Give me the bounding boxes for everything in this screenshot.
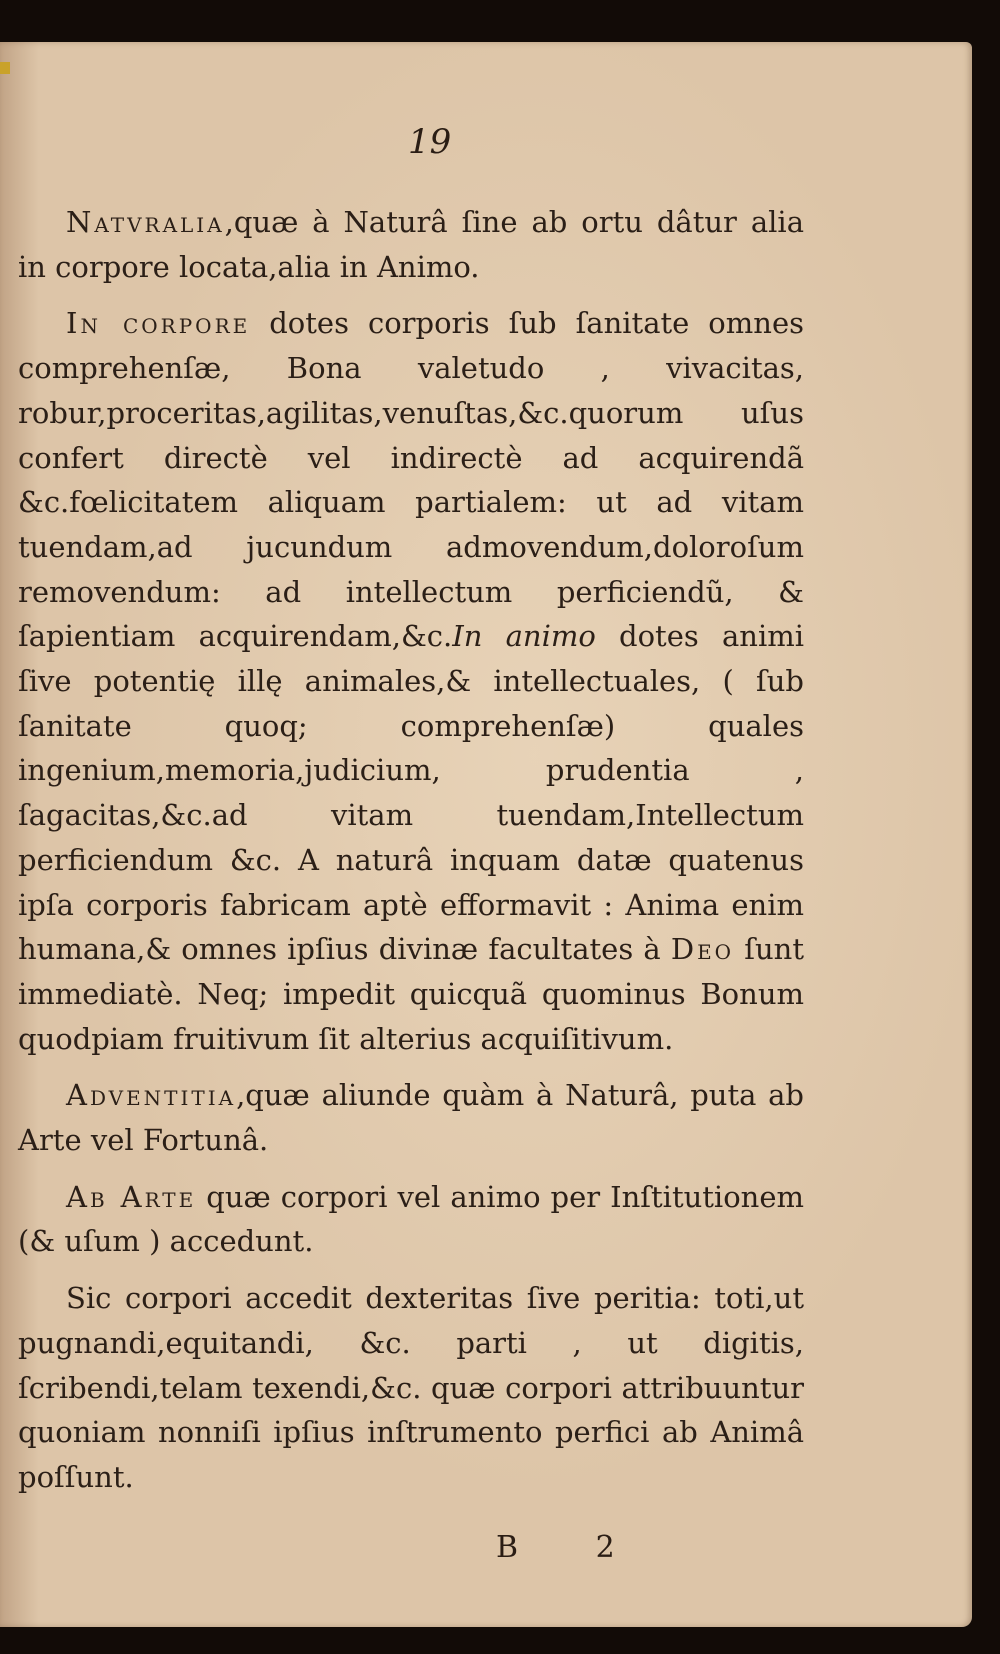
italic-phrase: In animo (452, 619, 596, 654)
signature-mark: B 2 (496, 1530, 649, 1565)
paragraph-text-continued: dotes animi ſive potentię illę animales,& intellectuales, ( ſub ſanitate quoq; comprehenſæ) quales ingenium,memoria,judicium, prudentia , ſagacitas,&c.ad vitam tuendam,Intellectum perficiendum &c. A naturâ inquam datæ quatenus ipſa corporis fabricam aptè efformavit : Anima enim humana,& omnes ipſius divinæ facultates à (18, 619, 804, 967)
paragraph-text: Sic corpori accedit dexteritas ſive peritia: toti,ut pugnandi,equitandi, &c. parti , ut digitis, ſcribendi,telam texendi,&c. quæ corpori attribuuntur quoniam nonniſi ipſius inſtrumento perfici ab Animâ poſſunt. (18, 1281, 804, 1494)
lead-word: Natvralia (66, 205, 225, 239)
paragraph-adventitia (18, 1073, 804, 1162)
book-page (0, 42, 972, 1627)
lead-word: Ab Arte (66, 1179, 197, 1214)
paragraph-text: quæ corpori vel animo per Inſtitutionem (& uſum ) accedunt. (18, 1179, 805, 1259)
paragraph-naturalia (18, 200, 804, 289)
paragraph-text: ,quæ à Naturâ ſine ab ortu dâtur alia in corpore locata,alia in Animo. (18, 205, 804, 284)
deo-word: Deo (670, 932, 735, 967)
paragraph-sic-corpori (18, 1276, 804, 1500)
gutter-mark (0, 62, 10, 74)
paragraph-ab-arte (18, 1175, 804, 1264)
paragraph-in-corpore (18, 301, 804, 1061)
paragraph-text: ,quæ aliunde quàm à Naturâ, puta ab Arte vel Fortunâ. (18, 1078, 804, 1158)
body-text (18, 200, 804, 1512)
lead-word: Adventitia (66, 1078, 237, 1113)
paragraph-text: dotes corporis ſub ſanitate omnes comprehenſæ, Bona valetudo , vivacitas, robur,proceritas,agilitas,venuſtas,&c.quorum uſus confert directè vel indirectè ad acquirendã &c.fœlicitatem aliquam partialem: ut ad vitam tuendam,ad jucundum admovendum,doloroſum removendum: ad intellectum perficiendũ, & ſapientiam acquirendam,&c. (18, 306, 804, 654)
page-number: 19 (408, 122, 452, 162)
paragraph-text-end: ſunt immediatè. Neq; impedit quicquã quominus Bonum quodpiam fruitivum ſit alterius acquiſitivum. (18, 932, 804, 1056)
lead-word: In corpore (66, 306, 251, 341)
